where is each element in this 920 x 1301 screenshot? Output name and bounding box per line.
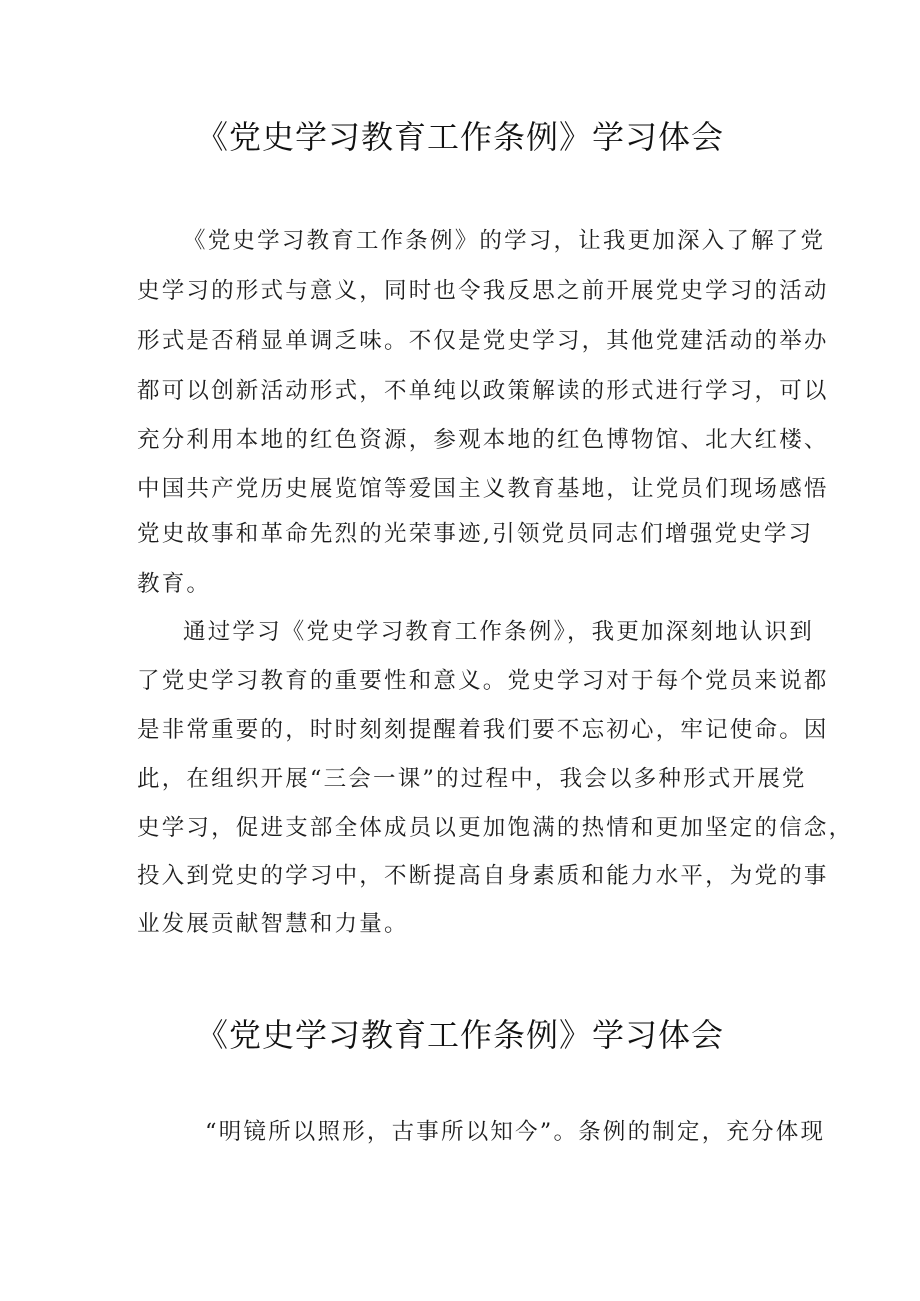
text-line: 通过学习《党史学习教育工作条例》，我更加深刻地认识到 <box>183 619 814 645</box>
article-title-1: 《党史学习教育工作条例》学习体会 <box>195 118 724 156</box>
text-line: 此，在组织开展“三会一课”的过程中，我会以多种形式开展党 <box>137 766 807 792</box>
text-line: 《党史学习教育工作条例》的学习，让我更加深入了解了党 <box>183 228 826 254</box>
text-line: 中国共产党历史展览馆等爱国主义教育基地，让党员们现场感悟 <box>137 476 829 502</box>
article-title-2: 《党史学习教育工作条例》学习体会 <box>195 1016 724 1054</box>
text-line: 充分利用本地的红色资源，参观本地的红色博物馆、北大红楼、 <box>137 427 829 453</box>
text-line: 史学习，促进支部全体成员以更加饱满的热情和更加坚定的信念， <box>137 815 854 841</box>
text-line: 了党史学习教育的重要性和意义。党史学习对于每个党员来说都 <box>137 668 829 694</box>
text-line: 都可以创新活动形式，不单纯以政策解读的形式进行学习，可以 <box>137 378 829 404</box>
text-line: “明镜所以照形，古事所以知今”。条例的制定，充分体现 <box>205 1119 826 1145</box>
text-line: 形式是否稍显单调乏味。不仅是党史学习，其他党建活动的举办 <box>137 328 829 354</box>
text-line: 投入到党史的学习中，不断提高自身素质和能力水平，为党的事 <box>137 863 829 889</box>
text-line: 教育。 <box>137 571 212 597</box>
text-line: 是非常重要的，时时刻刻提醒着我们要不忘初心，牢记使命。因 <box>137 717 829 743</box>
text-line: 党史故事和革命先烈的光荣事迹,引领党员同志们增强党史学习 <box>137 521 814 547</box>
text-line: 史学习的形式与意义，同时也令我反思之前开展党史学习的活动 <box>137 278 829 304</box>
text-line: 业发展贡献智慧和力量。 <box>137 911 409 937</box>
